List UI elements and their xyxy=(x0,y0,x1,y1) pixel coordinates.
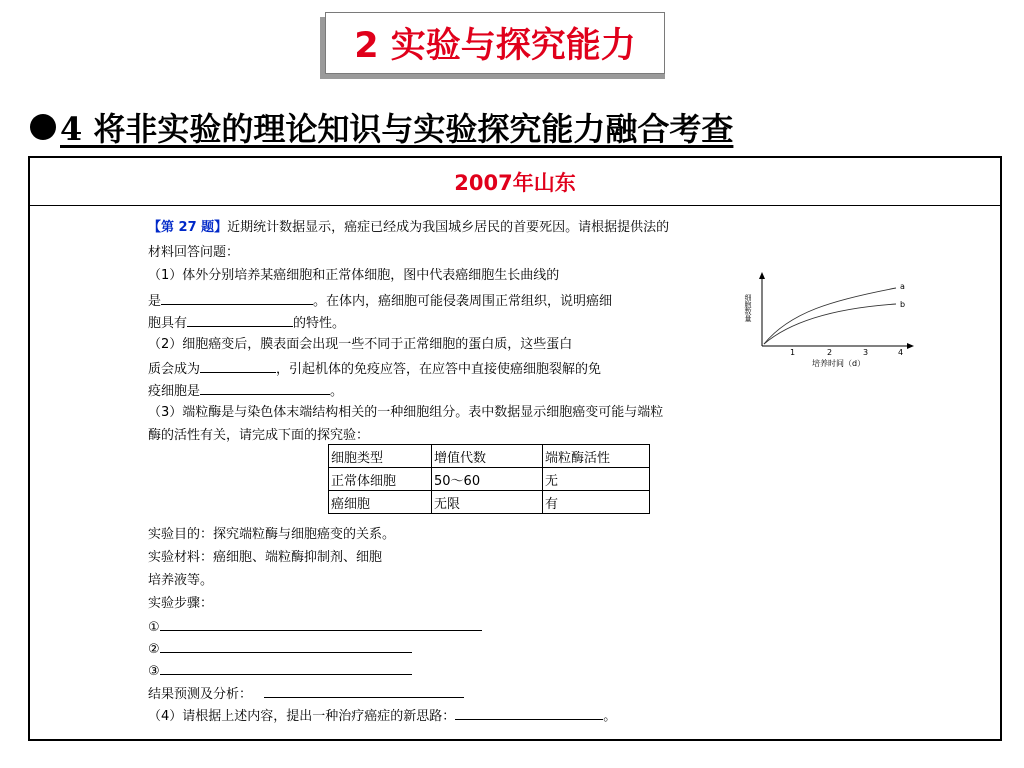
experiment-steps-label: 实验步骤： xyxy=(148,596,214,611)
part4-post: 。 xyxy=(603,709,617,724)
question-tag: 【第 27 题】 xyxy=(148,220,228,235)
part2-line-b xyxy=(148,360,601,378)
section-heading xyxy=(30,104,733,150)
answer-blank-5[interactable] xyxy=(455,707,603,720)
x-axis-arrow xyxy=(907,343,914,349)
part2-line-c xyxy=(148,382,343,400)
telomerase-table xyxy=(328,444,650,514)
part4-pre: （4）请根据上述内容，提出一种治疗癌症的新思路： xyxy=(148,709,456,724)
experiment-aim: 实验目的：探究端粒酶与细胞癌变的关系。 xyxy=(148,527,396,542)
experiment-materials-a: 实验材料：癌细胞、端粒酶抑制剂、细胞 xyxy=(148,550,383,565)
table-cell: 无 xyxy=(543,468,650,491)
curve-a-label: a xyxy=(900,282,905,291)
table-header-row xyxy=(329,445,650,468)
step-1 xyxy=(148,618,482,636)
x-tick-label: 2 xyxy=(827,348,833,357)
step-2-marker: ② xyxy=(148,642,160,657)
step-1-blank[interactable] xyxy=(160,618,482,631)
answer-blank-4[interactable] xyxy=(200,382,330,395)
part1-c-post: 的特性。 xyxy=(293,316,346,331)
result-line xyxy=(148,685,464,703)
step-1-marker: ① xyxy=(148,620,160,635)
curve-a-line xyxy=(764,288,896,344)
table-cell: 有 xyxy=(543,491,650,514)
part2-b-pre: 质会成为 xyxy=(148,362,201,377)
question-intro-line-1 xyxy=(148,220,669,236)
part1-b-pre: 是 xyxy=(148,294,162,309)
part3-line-a: （3）端粒酶是与染色体末端结构相关的一种细胞组分。表中数据显示细胞癌变可能与端粒 xyxy=(148,405,664,420)
step-2-blank[interactable] xyxy=(160,640,412,653)
graph-ylabel: 细胞数量 xyxy=(744,294,752,322)
experiment-materials-b: 培养液等。 xyxy=(148,573,214,588)
part2-c-pre: 疫细胞是 xyxy=(148,384,201,399)
answer-blank-3[interactable] xyxy=(200,360,276,373)
table-header-cell: 细胞类型 xyxy=(329,445,432,468)
part3-line-b: 酶的活性有关，请完成下面的探究验： xyxy=(148,428,370,443)
table-header-cell: 端粒酶活性 xyxy=(543,445,650,468)
part1-line-b xyxy=(148,292,612,310)
part2-b-post: ，引起机体的免疫应答，在应答中直接使癌细胞裂解的免 xyxy=(276,362,602,377)
y-axis-arrow xyxy=(759,272,765,279)
x-tick-label: 4 xyxy=(898,348,904,357)
curve-b-line xyxy=(764,304,896,344)
step-3-marker: ③ xyxy=(148,664,160,679)
result-label: 结果预测及分析： xyxy=(148,687,253,702)
part4-line xyxy=(148,707,616,725)
part2-line-a: （2）细胞癌变后，膜表面会出现一些不同于正常细胞的蛋白质，这些蛋白 xyxy=(148,337,573,352)
part1-line-c xyxy=(148,314,345,332)
intro-text-2: 材料回答问题： xyxy=(148,245,240,260)
bullet-icon xyxy=(30,114,56,140)
table-row xyxy=(329,491,650,514)
table-header-cell: 增值代数 xyxy=(432,445,543,468)
part1-c-pre: 胞具有 xyxy=(148,316,188,331)
part1-b-post: 。在体内，癌细胞可能侵袭周围正常组织，说明癌细 xyxy=(313,294,613,309)
intro-text-1: 近期统计数据显示，癌症已经成为我国城乡居民的首要死因。请根据提供法的 xyxy=(227,220,670,235)
table-cell: 癌细胞 xyxy=(329,491,432,514)
curve-b-label: b xyxy=(900,300,906,309)
section-heading-text: 4 将非实验的理论知识与实验探究能力融合考查 xyxy=(60,110,734,148)
result-blank[interactable] xyxy=(264,685,464,698)
step-2 xyxy=(148,640,412,658)
x-tick-label: 1 xyxy=(790,348,796,357)
table-row xyxy=(329,468,650,491)
year-label: 2007年山东 xyxy=(30,158,1000,206)
graph-xlabel: 培养时间（d） xyxy=(812,359,866,368)
x-tick-label: 3 xyxy=(863,348,869,357)
step-3-blank[interactable] xyxy=(160,662,412,675)
growth-curve-graph xyxy=(738,270,918,370)
answer-blank-1[interactable] xyxy=(161,292,313,305)
table-cell: 正常体细胞 xyxy=(329,468,432,491)
part2-c-post: 。 xyxy=(330,384,344,399)
table-cell: 50～60 xyxy=(432,468,543,491)
step-3 xyxy=(148,662,412,680)
slide-title: 2 实验与探究能力 xyxy=(325,12,665,74)
answer-blank-2[interactable] xyxy=(187,314,293,327)
part1-line-a: （1）体外分别培养某癌细胞和正常体细胞，图中代表癌细胞生长曲线的 xyxy=(148,268,560,283)
table-cell: 无限 xyxy=(432,491,543,514)
